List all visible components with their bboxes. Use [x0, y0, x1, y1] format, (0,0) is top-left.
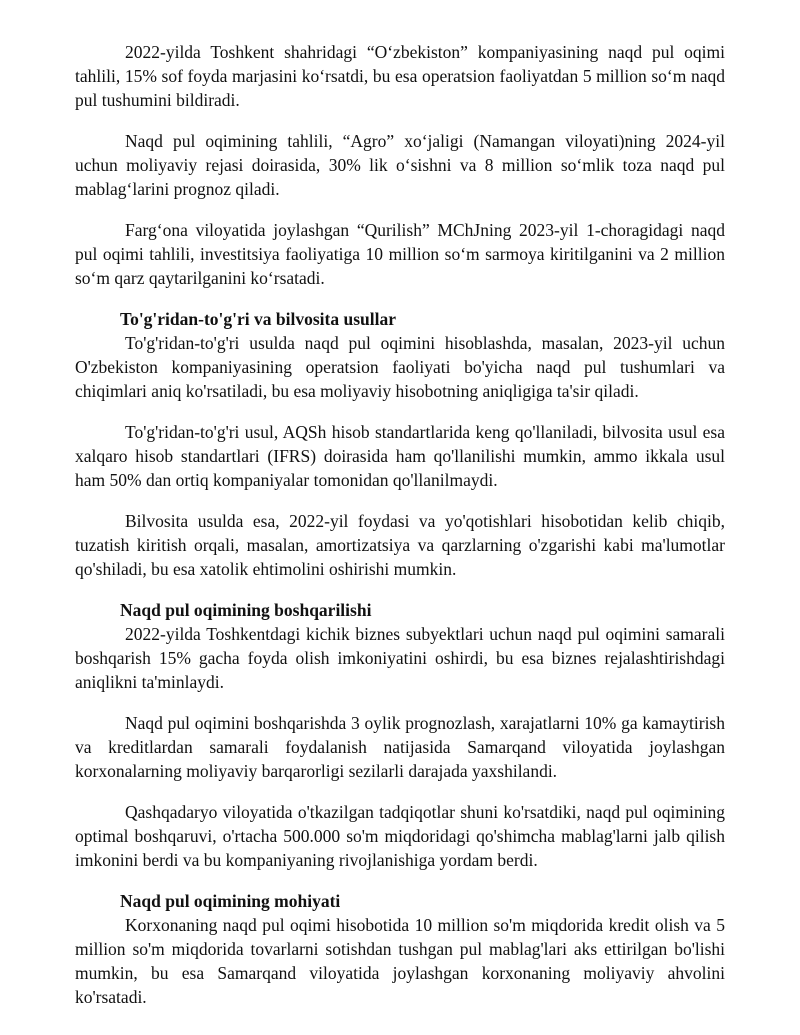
- intro-paragraph-3: Farg‘ona viloyatida joylashgan “Qurilish” MChJning 2023-yil 1-choragidagi naqd pul oqimi tahlili, investitsiya faoliyatiga 10 million so‘m sarmoya kiritilganini va 2 million so‘m qarz qaytarilganini ko‘rsatadi.: [75, 220, 725, 288]
- section-heading-essence: Naqd pul oqimining mohiyati: [120, 891, 341, 911]
- methods-paragraph-2: To'g'ridan-to'g'ri usul, AQSh hisob standartlarida keng qo'llaniladi, bilvosita usul esa xalqaro hisob standartlari (IFRS) doirasida ham qo'llanilishi mumkin, ammo ikkala usul ham 50% dan ortiq kompaniyalar tomonidan qo'llanilmaydi.: [75, 422, 725, 490]
- methods-paragraph-3: Bilvosita usulda esa, 2022-yil foydasi va yo'qotishlari hisobotidan kelib chiqib, tuzatish kiritish orqali, masalan, amortizatsiya va qarzlarning o'zgarishi kabi ma'lumotlar qo'shiladi, bu esa xatolik ehtimolini oshirishi mumkin.: [75, 511, 725, 579]
- management-paragraph-3: Qashqadaryo viloyatida o'tkazilgan tadqiqotlar shuni ko'rsatdiki, naqd pul oqimining optimal boshqaruvi, o'rtacha 500.000 so'm miqdoridagi qo'shimcha mablag'larni jalb qilish imkonini berdi va bu kompaniyaning rivojlanishiga yordam berdi.: [75, 802, 725, 870]
- section-heading-management: Naqd pul oqimining boshqarilishi: [120, 600, 372, 620]
- intro-paragraph-1: 2022-yilda Toshkent shahridagi “O‘zbekiston” kompaniyasining naqd pul oqimi tahlili, 15% sof foyda marjasini ko‘rsatdi, bu esa operatsion faoliyatdan 5 million so‘m naqd pul tushumini bildiradi.: [75, 42, 725, 110]
- management-paragraph-1: 2022-yilda Toshkentdagi kichik biznes subyektlari uchun naqd pul oqimini samarali boshqarish 15% gacha foyda olish imkoniyatini oshirdi, bu esa biznes rejalashtirishdagi aniqlikni ta'minlaydi.: [75, 624, 725, 692]
- essence-paragraph-1: Korxonaning naqd pul oqimi hisobotida 10 million so'm miqdorida kredit olish va 5 million so'm miqdorida tovarlarni sotishdan tushgan pul mablag'lari aks ettirilgan bo'lishi mumkin, bu esa Samarqand viloyatida joylashgan korxonaning moliyaviy ahvolini ko'rsatadi.: [75, 915, 725, 1007]
- intro-paragraph-2: Naqd pul oqimining tahlili, “Agro” xo‘jaligi (Namangan viloyati)ning 2024-yil uchun moliyaviy rejasi doirasida, 30% lik o‘sishni va 8 million so‘mlik toza naqd pul mablag‘larini prognoz qiladi.: [75, 131, 725, 199]
- section-heading-methods: To'g'ridan-to'g'ri va bilvosita usullar: [120, 309, 396, 329]
- document-page: [75, 40, 725, 1009]
- management-paragraph-2: Naqd pul oqimini boshqarishda 3 oylik prognozlash, xarajatlarni 10% ga kamaytirish va kreditlardan samarali foydalanish natijasida Samarqand viloyatida joylashgan korxonalarning moliyaviy barqarorligi sezilarli darajada yaxshilandi.: [75, 713, 725, 781]
- methods-paragraph-1: To'g'ridan-to'g'ri usulda naqd pul oqimini hisoblashda, masalan, 2023-yil uchun O'zbekiston kompaniyasining operatsion faoliyati bo'yicha naqd pul tushumlari va chiqimlari aniq ko'rsatiladi, bu esa moliyaviy hisobotning aniqligiga ta'sir qiladi.: [75, 333, 725, 401]
